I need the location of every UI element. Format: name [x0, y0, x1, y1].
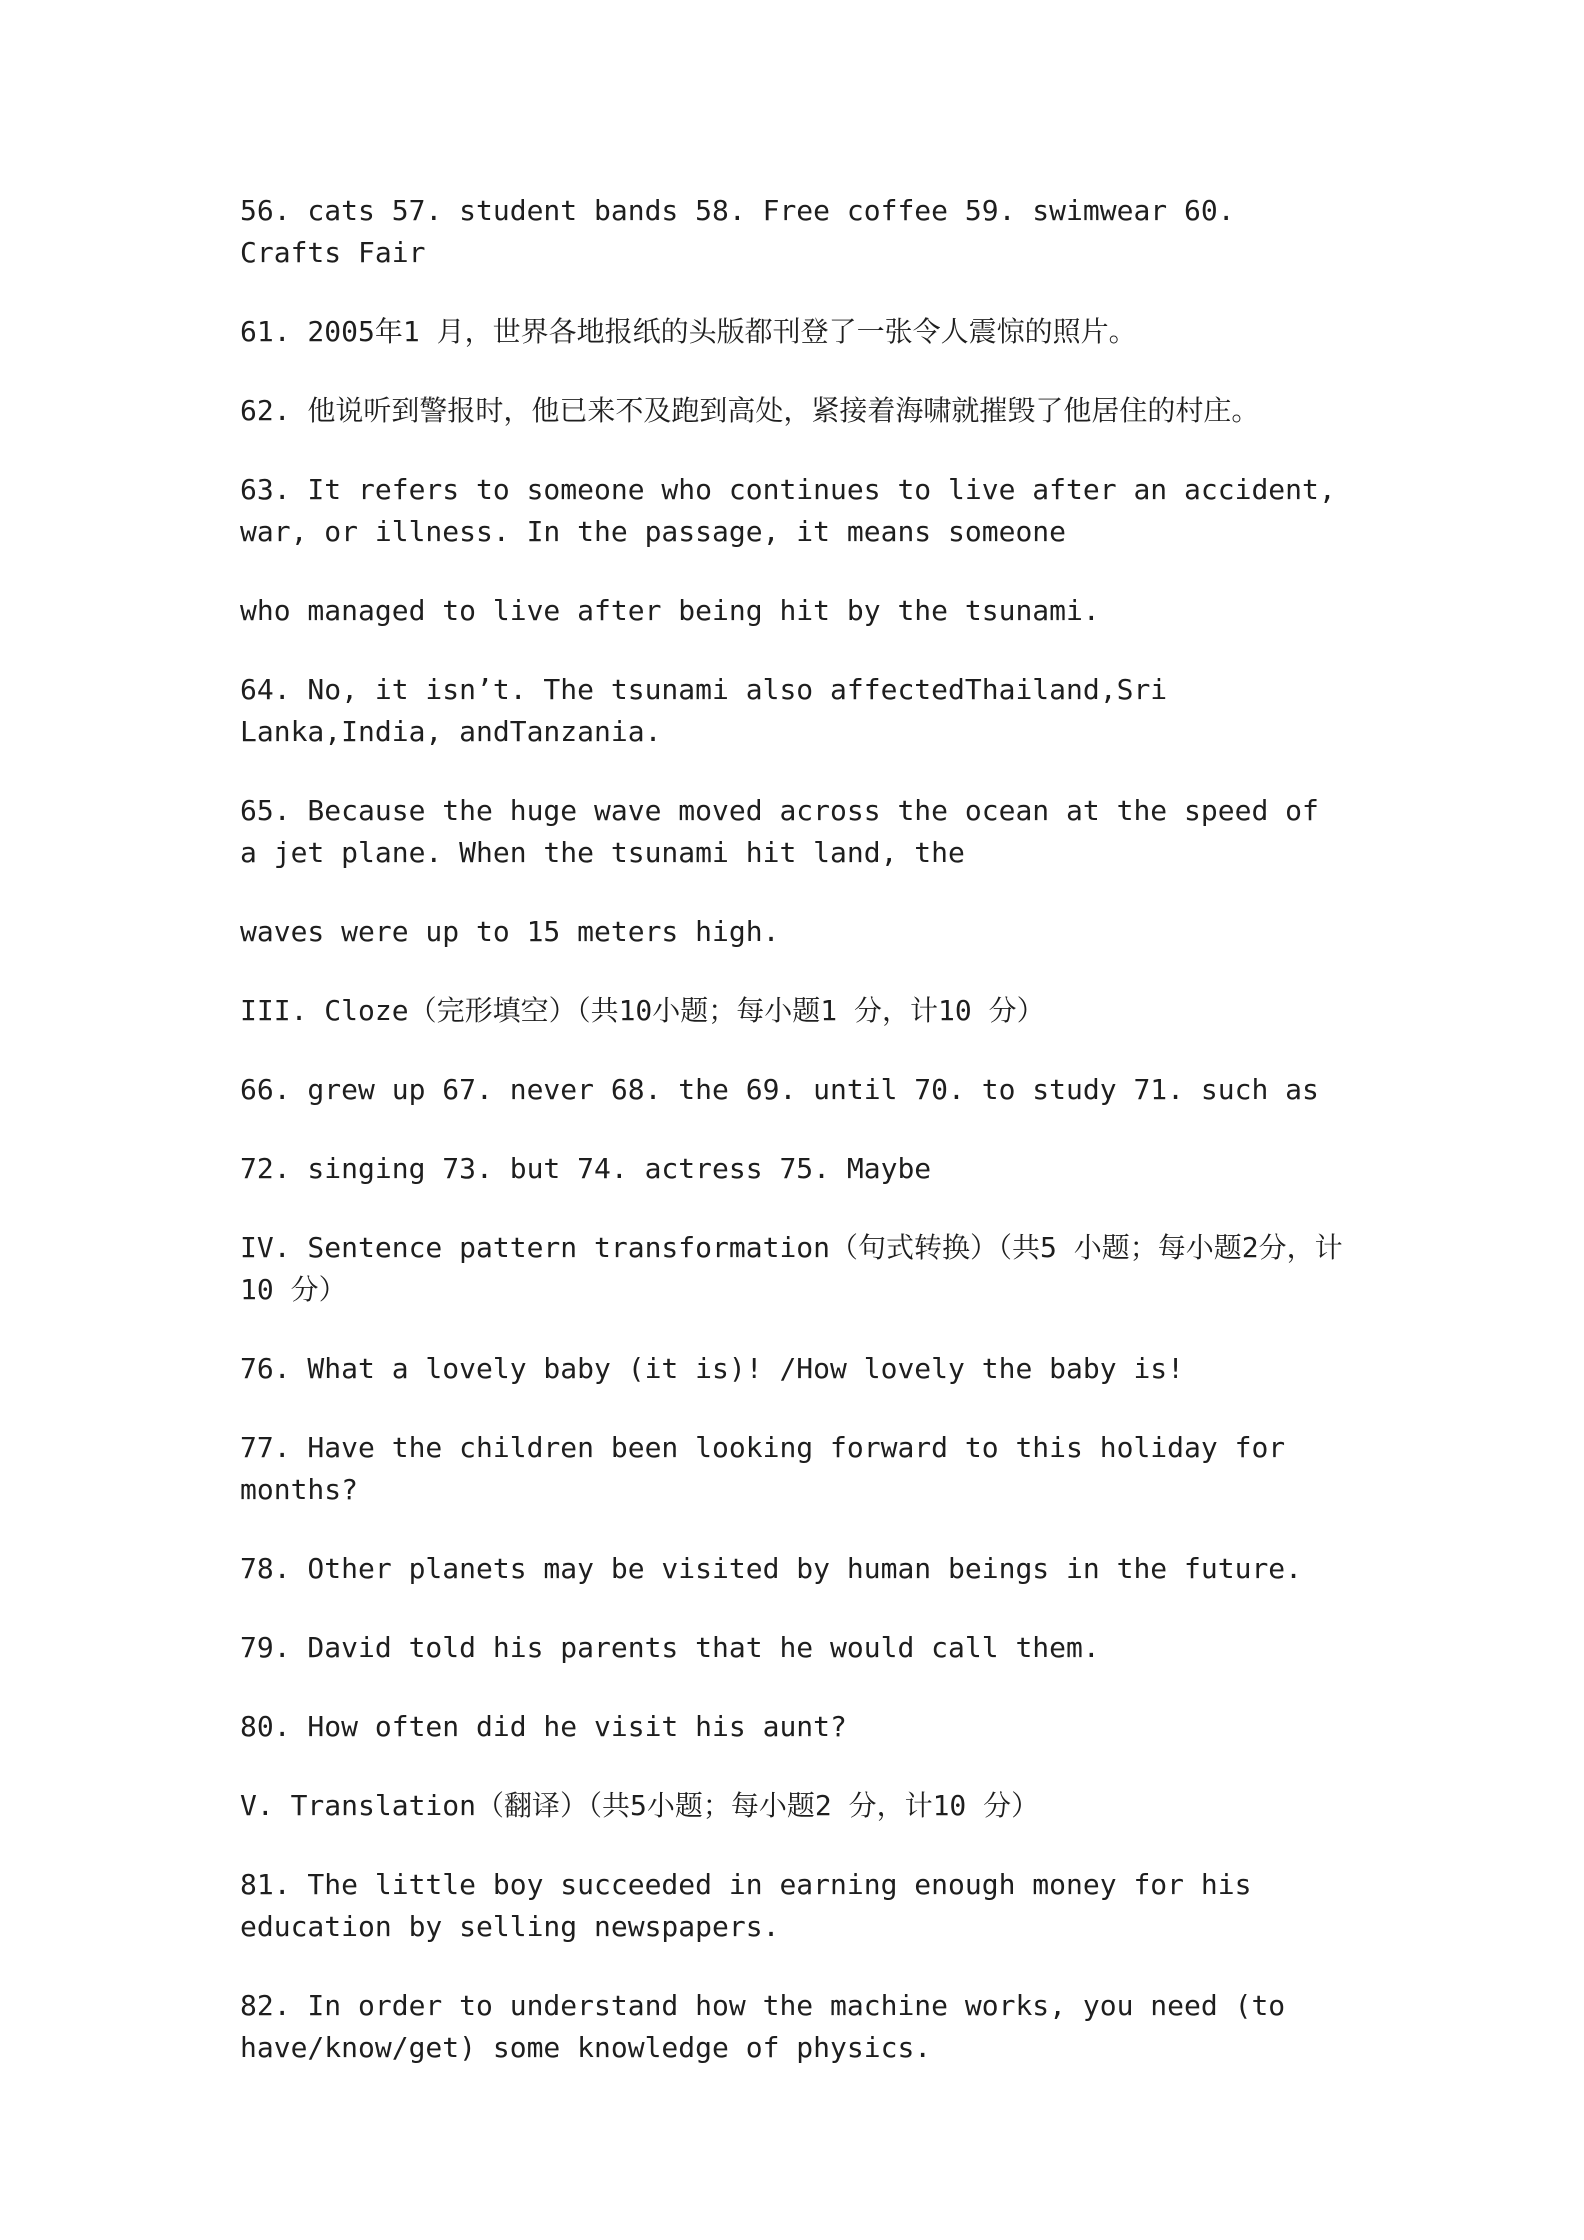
- answer-72-75: 72. singing 73. but 74. actress 75. Maybe: [240, 1152, 932, 1185]
- answer-65-part-2: waves were up to 15 meters high.: [240, 915, 780, 948]
- answer-key-text: [240, 190, 1350, 2106]
- answer-82: 82. In order to understand how the machine works, you need (to have/know/get) some knowledge of physics.: [240, 1989, 1286, 2064]
- answer-66-71: 66. grew up 67. never 68. the 69. until 70. to study 71. such as: [240, 1073, 1319, 1106]
- answer-76: 76. What a lovely baby (it is)! /How lovely the baby is!: [240, 1352, 1185, 1385]
- answer-81: 81. The little boy succeeded in earning enough money for his education by selling newspapers.: [240, 1868, 1252, 1943]
- answer-78: 78. Other planets may be visited by human beings in the future.: [240, 1552, 1303, 1585]
- answer-63-part-2: who managed to live after being hit by the tsunami.: [240, 594, 1100, 627]
- section-iv-heading: IV. Sentence pattern transformation（句式转换）（共5 小题；每小题2分，计10 分）: [240, 1231, 1343, 1306]
- answer-79: 79. David told his parents that he would call them.: [240, 1631, 1100, 1664]
- answer-80: 80. How often did he visit his aunt?: [240, 1710, 847, 1743]
- section-iii-heading: III. Cloze（完形填空）（共10小题；每小题1 分，计10 分）: [240, 994, 1045, 1027]
- answer-64: 64. No, it isn’t. The tsunami also affectedThailand,Sri Lanka,India, andTanzania.: [240, 673, 1168, 748]
- answer-63-part-1: 63. It refers to someone who continues to live after an accident, war, or illness. In the passage, it means someone: [240, 473, 1336, 548]
- answer-77: 77. Have the children been looking forward to this holiday for months?: [240, 1431, 1286, 1506]
- answer-56-60: 56. cats 57. student bands 58. Free coffee 59. swimwear 60. Crafts Fair: [240, 194, 1235, 269]
- answer-61: 61. 2005年1 月，世界各地报纸的头版都刊登了一张令人震惊的照片。: [240, 315, 1137, 348]
- answer-65-part-1: 65. Because the huge wave moved across the ocean at the speed of a jet plane. When the tsunami hit land, the: [240, 794, 1319, 869]
- answer-62: 62. 他说听到警报时，他已来不及跑到高处，紧接着海啸就摧毁了他居住的村庄。: [240, 394, 1260, 427]
- section-v-heading: V. Translation（翻译）（共5小题；每小题2 分，计10 分）: [240, 1789, 1040, 1822]
